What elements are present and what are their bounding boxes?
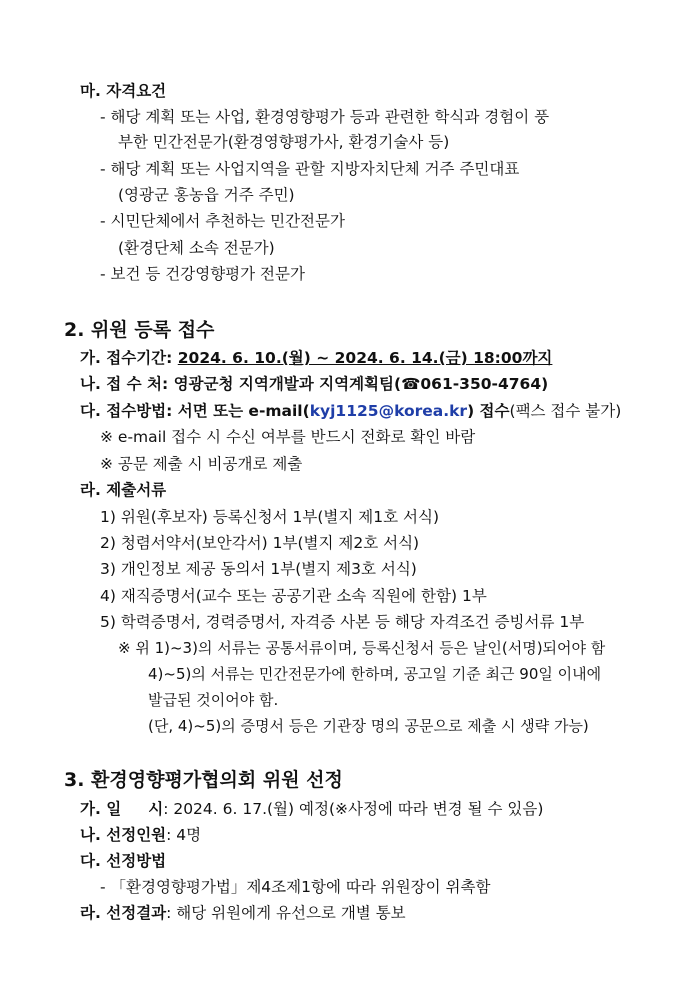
reception-office bbox=[80, 374, 548, 394]
qualification-item: - 시민단체에서 추천하는 민간전문가 bbox=[100, 212, 345, 230]
section2-heading: 2. 위원 등록 접수 bbox=[64, 319, 215, 341]
qualification-heading: 마. 자격요건 bbox=[80, 82, 167, 100]
documents-remark: ※ 위 1)~3)의 서류는 공통서류이며, 등록신청서 등은 날인(서명)되어야 함 bbox=[118, 639, 606, 657]
qualification-item: 부한 민간전문가(환경영향평가사, 환경기술사 등) bbox=[118, 133, 450, 151]
selection-date-label: 가. 일 시 bbox=[80, 800, 164, 818]
document-item: 5) 학력증명서, 경력증명서, 자격증 사본 등 해당 자격조건 증빙서류 1부 bbox=[100, 613, 585, 631]
document-item: 1) 위원(후보자) 등록신청서 1부(별지 제1호 서식) bbox=[100, 508, 439, 526]
selection-date bbox=[80, 799, 543, 819]
email-note: ※ e-mail 접수 시 수신 여부를 반드시 전화로 확인 바람 bbox=[100, 428, 476, 446]
selection-result bbox=[80, 903, 406, 923]
reception-period bbox=[80, 348, 552, 368]
reception-method bbox=[80, 401, 621, 421]
qualification-item: (영광군 홍농읍 거주 주민) bbox=[118, 186, 295, 204]
selection-result-label: 라. 선정결과 bbox=[80, 904, 167, 922]
documents-remark: 발급된 것이어야 함. bbox=[148, 691, 279, 709]
section3-heading: 3. 환경영향평가협의회 위원 선정 bbox=[64, 769, 343, 791]
selection-count-value: : 4명 bbox=[166, 826, 202, 844]
document-item: 2) 청렴서약서(보안각서) 1부(별지 제2호 서식) bbox=[100, 534, 420, 552]
selection-count-label: 나. 선정인원 bbox=[80, 826, 167, 844]
qualification-item: (환경단체 소속 전문가) bbox=[118, 239, 275, 257]
selection-method-item: - 「환경영향평가법」제4조제1항에 따라 위원장이 위촉함 bbox=[100, 878, 491, 896]
email-link[interactable]: kyj1125@korea.kr bbox=[309, 402, 468, 420]
selection-date-value: : 2024. 6. 17.(월) 예정(※사정에 따라 변경 될 수 있음) bbox=[163, 800, 544, 818]
reception-period-value: 2024. 6. 10.(월) ~ 2024. 6. 14.(금) 18:00까지 bbox=[177, 349, 553, 367]
selection-method-heading: 다. 선정방법 bbox=[80, 852, 167, 870]
document-item: 3) 개인정보 제공 동의서 1부(별지 제3호 서식) bbox=[100, 560, 417, 578]
reception-method-value: 서면 또는 e-mail( bbox=[177, 402, 310, 420]
reception-method-value-end: ) 접수 bbox=[467, 402, 510, 420]
document-item: 4) 재직증명서(교수 또는 공공기관 소속 직원에 한함) 1부 bbox=[100, 587, 487, 605]
reception-period-label: 가. 접수기간: bbox=[80, 349, 178, 367]
qualification-item: - 해당 계획 또는 사업, 환경영향평가 등과 관련한 학식과 경험이 풍 bbox=[100, 108, 550, 126]
qualification-item: - 보건 등 건강영향평가 전문가 bbox=[100, 265, 305, 283]
selection-result-value: : 해당 위원에게 유선으로 개별 통보 bbox=[166, 904, 406, 922]
selection-count bbox=[80, 825, 201, 845]
reception-office-label: 나. 접 수 처: bbox=[80, 375, 174, 393]
qualification-item: - 해당 계획 또는 사업지역을 관할 지방자치단체 거주 주민대표 bbox=[100, 160, 520, 178]
fax-note: (팩스 접수 불가) bbox=[509, 402, 622, 420]
documents-remark: 4)~5)의 서류는 민간전문가에 한하며, 공고일 기준 최근 90일 이내에 bbox=[148, 665, 602, 683]
documents-heading: 라. 제출서류 bbox=[80, 481, 167, 499]
documents-remark: (단, 4)~5)의 증명서 등은 기관장 명의 공문으로 제출 시 생략 가능) bbox=[148, 717, 589, 735]
official-doc-note: ※ 공문 제출 시 비공개로 제출 bbox=[100, 455, 303, 473]
reception-office-value: 영광군청 지역개발과 지역계획팀(☎061-350-4764) bbox=[173, 375, 549, 393]
reception-method-label: 다. 접수방법: bbox=[80, 402, 178, 420]
